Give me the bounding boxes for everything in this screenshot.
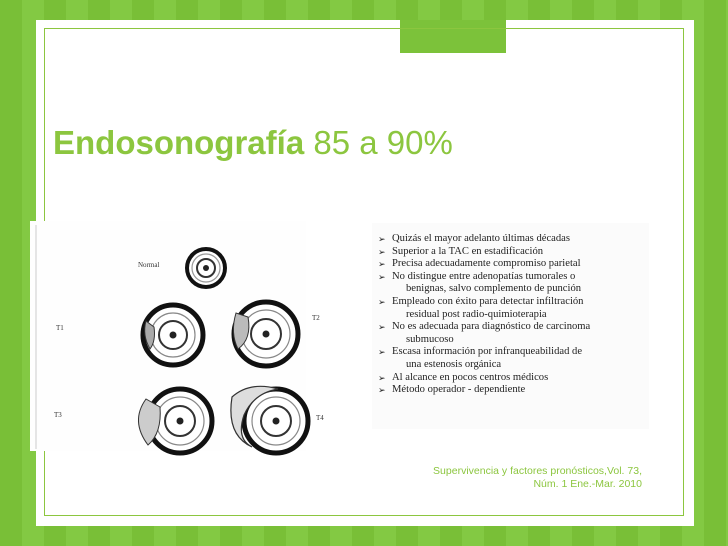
findings-item-text: Empleado con éxito para detectar infiltración bbox=[392, 295, 584, 307]
title-rest: 85 a 90% bbox=[304, 124, 453, 161]
findings-list bbox=[372, 223, 649, 397]
findings-list-item bbox=[378, 296, 641, 321]
label-normal: Normal bbox=[138, 261, 160, 269]
findings-item-text: No es adecuada para diagnóstico de carcinoma bbox=[392, 321, 591, 333]
title-bold: Endosonografía bbox=[53, 124, 305, 161]
label-t3: T3 bbox=[54, 411, 62, 419]
citation bbox=[370, 465, 642, 491]
findings-item-text: Al alcance en pocos centros médicos bbox=[392, 371, 549, 383]
t2-layer-ring bbox=[233, 302, 298, 366]
arrow-bullet-icon: ➢ bbox=[378, 322, 386, 333]
findings-list-item bbox=[378, 258, 641, 271]
findings-item-continuation: residual post radio-quimioterapia bbox=[406, 308, 547, 320]
findings-item-continuation: benignas, salvo complemento de punción bbox=[406, 283, 582, 295]
findings-box-inner bbox=[372, 223, 649, 429]
findings-item-text: No distingue entre adenopatías tumorales o bbox=[392, 270, 576, 282]
label-t2: T2 bbox=[312, 314, 320, 322]
arrow-bullet-icon: ➢ bbox=[378, 234, 386, 244]
findings-item-text: Método operador - dependiente bbox=[392, 384, 526, 396]
staging-illustration bbox=[30, 221, 324, 451]
arrow-bullet-icon: ➢ bbox=[378, 385, 386, 396]
citation-line-2: Núm. 1 Ene.-Mar. 2010 bbox=[533, 478, 642, 490]
findings-item-text: Quizás el mayor adelanto últimas décadas bbox=[392, 233, 570, 244]
arrow-bullet-icon: ➢ bbox=[378, 372, 386, 383]
findings-item-continuation: una estenosis orgánica bbox=[406, 358, 502, 370]
citation-line-1: Supervivencia y factores pronósticos,Vol. 73, bbox=[433, 465, 642, 477]
findings-list-item bbox=[378, 271, 641, 296]
label-t1: T1 bbox=[56, 324, 64, 332]
normal-layer-ring bbox=[187, 249, 225, 287]
arrow-bullet-icon: ➢ bbox=[378, 246, 386, 257]
findings-list-item bbox=[378, 346, 641, 371]
label-t4: T4 bbox=[316, 414, 324, 422]
arrow-bullet-icon: ➢ bbox=[378, 347, 386, 358]
findings-item-continuation: submucoso bbox=[406, 333, 454, 345]
findings-item-text: Superior a la TAC en estadificación bbox=[392, 245, 544, 257]
findings-list-item bbox=[378, 384, 641, 397]
findings-item-text: Escasa información por infranqueabilidad de bbox=[392, 346, 583, 358]
slide-title bbox=[53, 124, 453, 162]
findings-item-text: Precisa adecuadamente compromiso parietal bbox=[392, 258, 581, 270]
findings-list-item bbox=[378, 246, 641, 259]
findings-list-item bbox=[378, 233, 641, 246]
arrow-bullet-icon: ➢ bbox=[378, 259, 386, 270]
findings-list-item bbox=[378, 372, 641, 385]
tumor-staging-diagram bbox=[30, 221, 324, 451]
findings-list-item bbox=[378, 321, 641, 346]
t1-layer-ring bbox=[143, 305, 203, 365]
findings-box bbox=[372, 223, 649, 429]
arrow-bullet-icon: ➢ bbox=[378, 271, 386, 282]
arrow-bullet-icon: ➢ bbox=[378, 296, 386, 307]
